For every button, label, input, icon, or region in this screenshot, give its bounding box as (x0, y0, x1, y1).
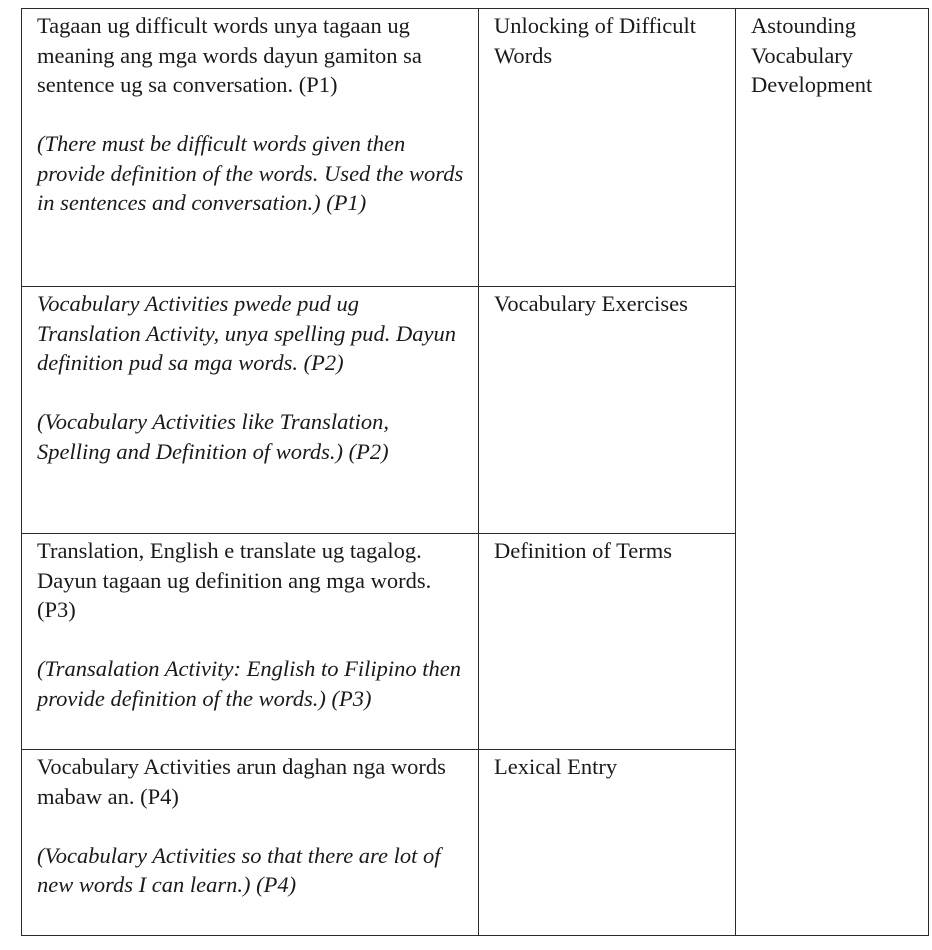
code-cell (479, 9, 736, 287)
code-cell (479, 750, 736, 936)
theme-label: Astounding Vocabulary Development (751, 13, 873, 97)
theme-cell (736, 9, 929, 936)
thematic-analysis-table (21, 8, 929, 936)
participant-response: Tagaan ug difficult words unya tagaan ug meaning ang mga words dayun gamiton sa sentence ug sa conversation. (P1) (37, 13, 422, 97)
code-cell (479, 534, 736, 750)
participant-response: Translation, English e translate ug tagalog. Dayun tagaan ug definition ang mga words. (P3) (37, 538, 432, 622)
code-label: Vocabulary Exercises (494, 291, 688, 316)
response-cell (22, 534, 479, 750)
response-translation: (Vocabulary Activities so that there are lot of new words I can learn.) (P4) (37, 842, 441, 897)
participant-response: Vocabulary Activities arun daghan nga words mabaw an. (P4) (37, 754, 446, 809)
table-row (22, 9, 929, 287)
code-cell (479, 287, 736, 534)
response-cell (22, 287, 479, 534)
participant-response: Vocabulary Activities pwede pud ug Translation Activity, unya spelling pud. Dayun definition pud sa mga words. (P2) (37, 291, 456, 375)
code-label: Definition of Terms (494, 538, 672, 563)
code-label: Lexical Entry (494, 754, 618, 779)
response-translation: (There must be difficult words given then provide definition of the words. Used the words in sentences and conversation.) (P1) (37, 131, 464, 215)
response-cell (22, 750, 479, 936)
response-translation: (Vocabulary Activities like Translation, Spelling and Definition of words.) (P2) (37, 409, 390, 464)
response-cell (22, 9, 479, 287)
response-translation: (Transalation Activity: English to Filipino then provide definition of the words.) (P3) (37, 656, 461, 711)
code-label: Unlocking of Difficult Words (494, 13, 697, 68)
